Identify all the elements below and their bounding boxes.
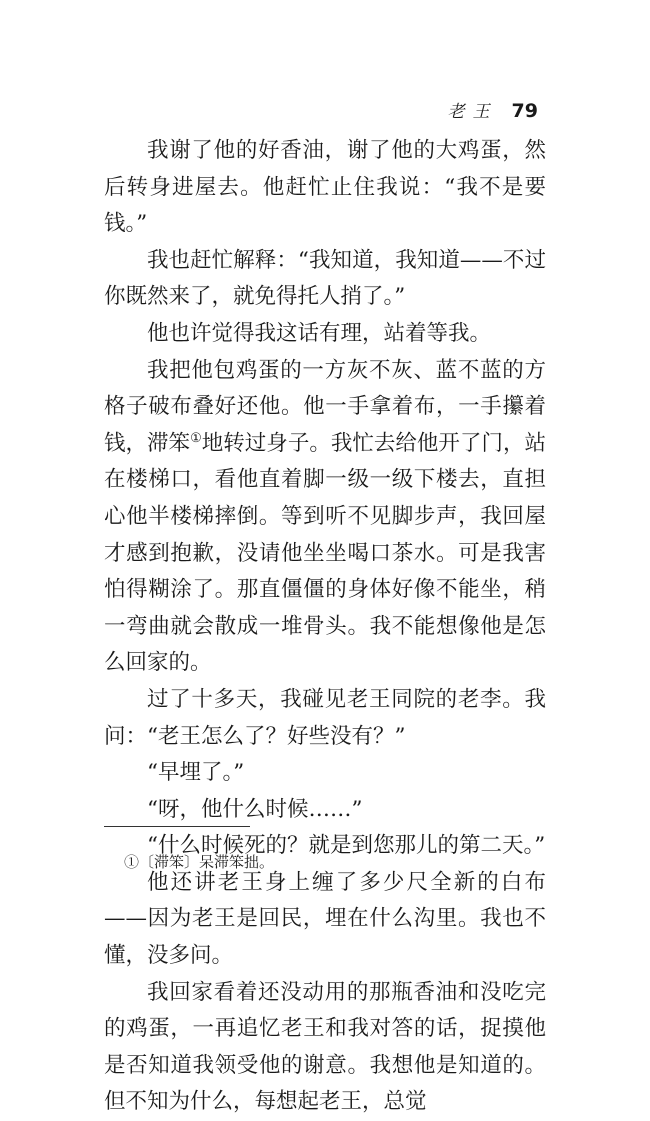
paragraph: “什么时候死的？就是到您那儿的第二天。” — [147, 833, 546, 859]
paragraph: 他还讲老王身上缠了多少尺全新的白布——因为老王是回民，埋在什么沟里。我也不懂，没多问。 — [104, 869, 546, 969]
paragraph: 过了十多天，我碰见老王同院的老李。我问：“老王怎么了？好些没有？” — [104, 686, 546, 749]
paragraph — [104, 353, 546, 682]
page-number: 79 — [511, 100, 538, 122]
footnote: ①〔滞笨〕呆滞笨拙。 — [124, 853, 275, 871]
footnote-divider — [104, 826, 250, 827]
paragraph: 我也赶忙解释：“我知道，我知道——不过你既然来了，就免得托人捎了。” — [104, 247, 546, 310]
running-header — [448, 97, 538, 125]
paragraph: 我谢了他的好香油，谢了他的大鸡蛋，然后转身进屋去。他赶忙止住我说：“我不是要钱。” — [104, 138, 546, 237]
paragraph: “呀，他什么时候……” — [147, 796, 363, 822]
footnote-marker: ① — [190, 430, 202, 446]
paragraph-text: 地转过身子。我忙去给他开了门，站在楼梯口，看他直着脚一级一级下楼去，直担心他半楼梯摔倒。等到听不见脚步声，我回屋才感到抱歉，没请他坐坐喝口茶水。可是我害怕得糊涂了。那直僵僵的身体好像不能坐，稍一弯曲就会散成一堆骨头。我不能想像他是怎么回家的。 — [104, 430, 546, 676]
paragraph-text: 我把他包鸡蛋的一方灰不灰、蓝不蓝的方格子破布叠好还他。他一手拿着布，一手攥着钱，滞笨 — [104, 357, 546, 456]
paragraph: “早埋了。” — [147, 760, 245, 786]
chapter-title: 老王 — [447, 102, 498, 122]
paragraph: 他也许觉得我这话有理，站着等我。 — [147, 320, 492, 346]
body-text — [104, 133, 546, 1121]
paragraph: 我回家看着还没动用的那瓶香油和没吃完的鸡蛋，一再追忆老王和我对答的话，捉摸他是否知道我领受他的谢意。我想他是知道的。但不知为什么，每想起老王，总觉 — [104, 979, 546, 1115]
